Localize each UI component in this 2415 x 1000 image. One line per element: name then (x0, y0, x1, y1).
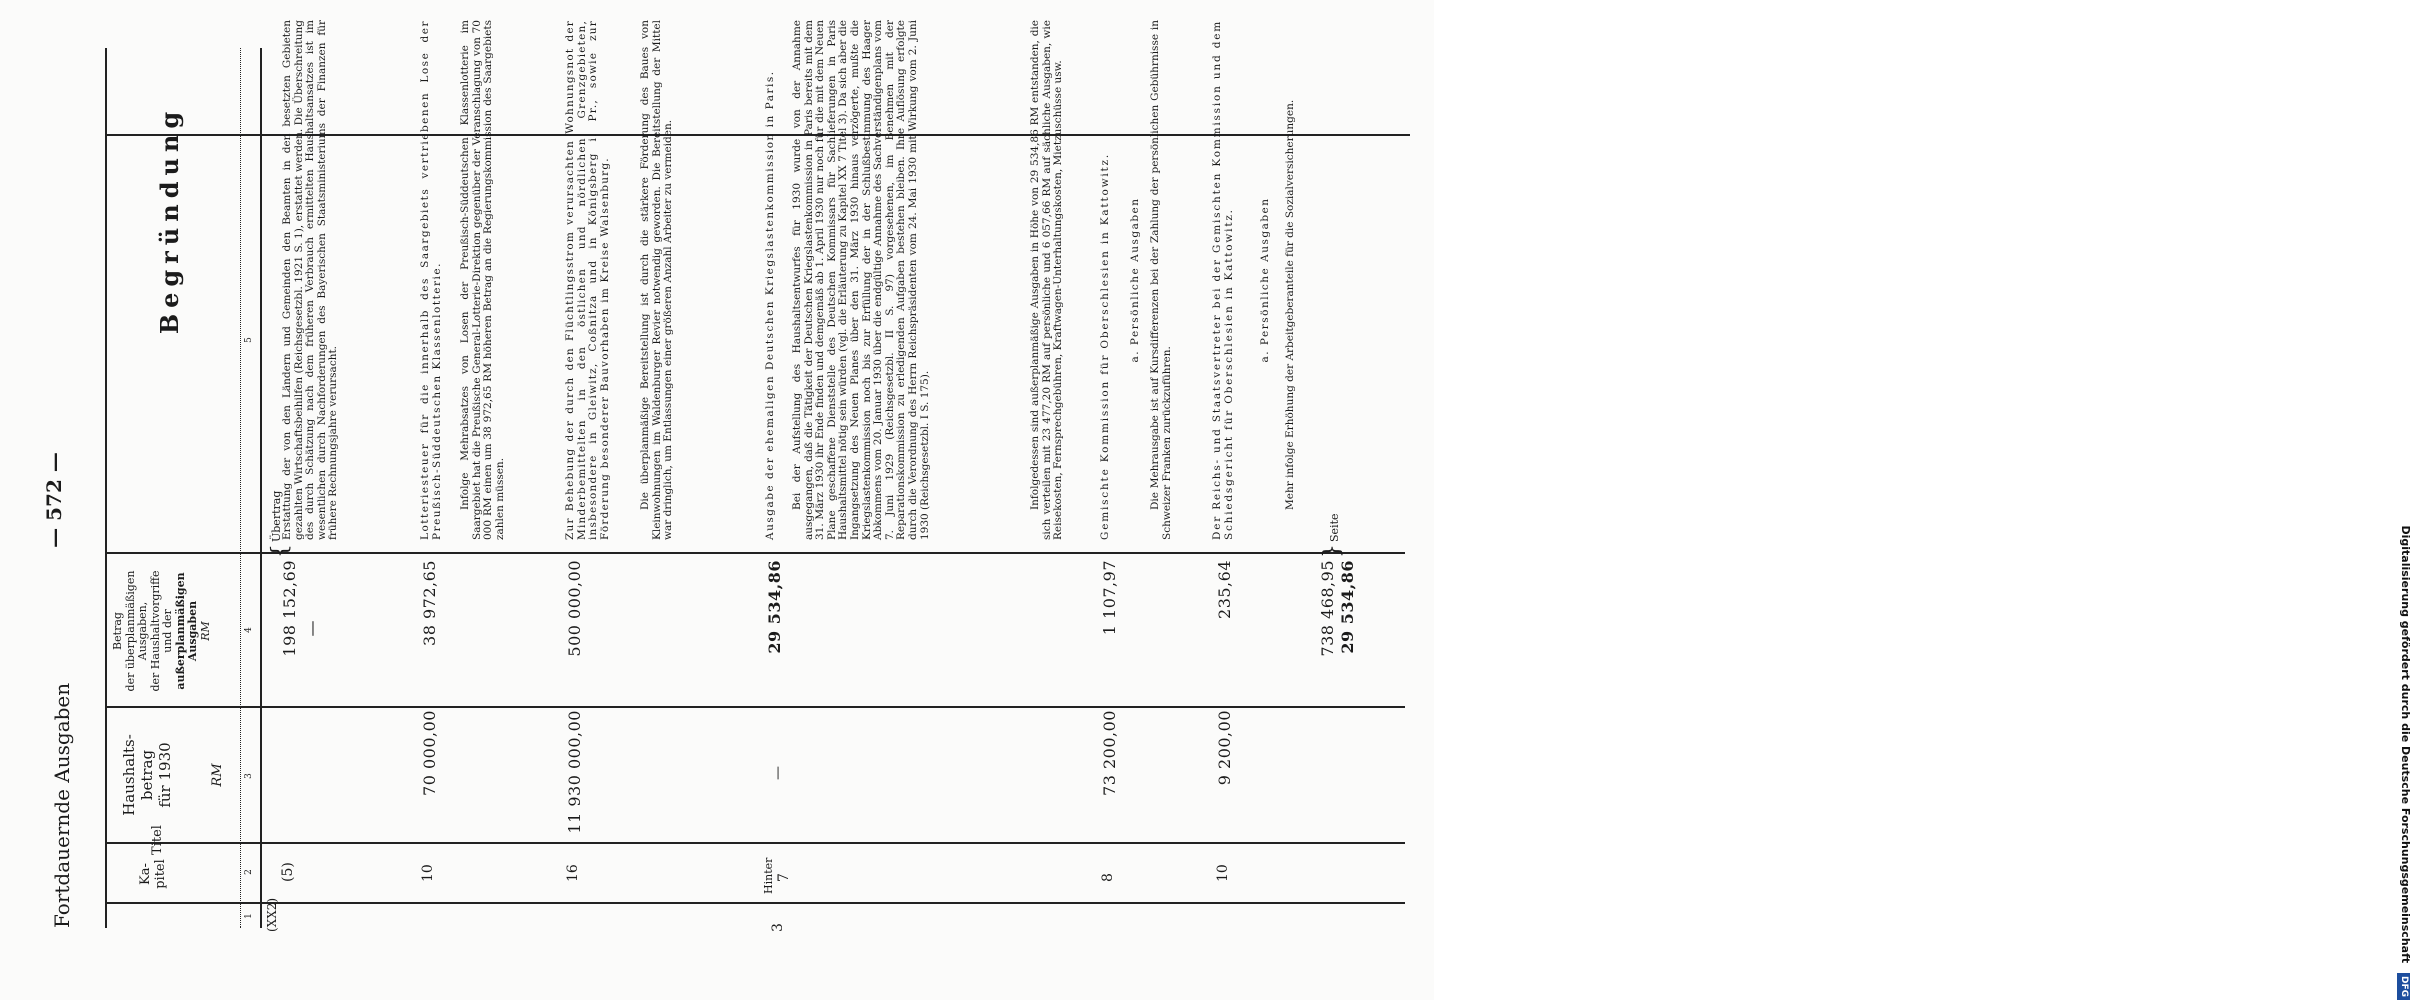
betrag-line: der Haushaltvorgriffe (148, 570, 162, 692)
row1-text: Erstattung der von den Ländern und Gemeinden den Beamten in den besetzten Gebieten gezahlten Wirtschaftsbeihilfen (Reichsgesetzbl. 1921 S. 1), erstattet werden. Die Überschreitung des durch Schätzung nach dem früheren Verbrauch ermittelten Haushaltsansatzes ist im wesentlichen durch Nachforderungen des Bayerischen Staatsministeriums der Finanzen für frühere Rechnungsjahre verursacht. (281, 20, 340, 540)
row2-titel: 10 (420, 864, 436, 882)
betrag-line: Ausgaben, (136, 601, 149, 661)
row4-heading: Ausgabe der ehemaligen Deutschen Kriegslastenkommission in Paris. (764, 70, 776, 540)
row5-haushalt: 73 200,00 (1100, 710, 1119, 796)
row5-sub: a. Persönliche Ausgaben (1129, 197, 1141, 363)
row6-text: Mehr infolge Erhöhung der Arbeitgeberanteile für die Sozialversicherungen. (1284, 99, 1296, 510)
dfg-credit-text: Digitalisierung gefördert durch die Deutsche Forschungsgemeinschaft (2399, 525, 2412, 964)
col-number-3: 3 (244, 773, 254, 779)
row3-text: Die überplanmäßige Bereitstellung ist durch die stärkere Förderung des Baues von Kleinwohnungen im Waldenburger Revier notwendig geworden. Die Bereitstellung der Mittel war dringlich, um Entlassungen einer größeren Anzahl Arbeiter zu vermeiden. (639, 20, 675, 540)
row4-kapitel: 3 (770, 923, 786, 932)
row5-text: Die Mehrausgabe ist auf Kursdifferenzen bei der Zahlung der persönlichen Gebührnisse in Schweizer Franken zurückzuführen. (1149, 20, 1173, 540)
row1-kapitel: (XX2) (265, 897, 279, 932)
row3-heading: Zur Behebung der durch den Flüchtlingsstrom verursachten Wohnungsnot der Minderbemittelten in den östlichen und nördlichen Grenzgebieten, insbesondere in Gleiwitz, Coßnitza und in Königsberg i. Pr., sowie zur Förderung besonderer Bauvorhaben im Kreise Walsenburg. (564, 20, 611, 540)
section-title: Fortdauernde Ausgaben (50, 682, 74, 928)
dfg-logo: DFG (2397, 973, 2410, 1000)
col-header-haushalt: Haushalts- betrag für 1930 (120, 734, 174, 816)
column-number-rule (240, 48, 241, 928)
brace: } (1320, 544, 1345, 558)
col-number-5: 5 (244, 337, 254, 343)
dfg-credit (2396, 0, 2415, 1000)
row3-haushalt: 11 930 000,00 (565, 710, 584, 834)
row3-betrag: 500 000,00 (565, 560, 584, 657)
col-number-1: 1 (244, 913, 254, 919)
col-header-titel: Titel (150, 825, 165, 855)
betrag-line: Betrag (111, 612, 124, 650)
col-header-begruendung: Begründung (155, 105, 184, 335)
row6-haushalt: 9 200,00 (1215, 710, 1234, 786)
row1-titel: (5) (280, 862, 296, 882)
row2-heading: Lotteriesteuer für die innerhalb des Saargebiets vertriebenen Lose der Preußisch-Süddeutschen Klassenlotterie. (419, 20, 443, 540)
dfg-sidebar (1415, 0, 2412, 1000)
total-sum-2: 29 534,86 (1338, 560, 1357, 654)
row5-betrag: 1 107,97 (1100, 560, 1119, 636)
col-number-2: 2 (244, 869, 254, 875)
col-header-betrag (112, 558, 212, 704)
betrag-line: Ausgaben (186, 600, 199, 662)
row4-titel-prefix: Hinter (762, 857, 775, 894)
col-divider-2 (105, 842, 1405, 844)
row1-betrag-dash: — (302, 620, 321, 637)
page-number: — 572 — (42, 452, 66, 548)
row4-titel: 7 (776, 873, 792, 882)
betrag-line: außerplanmäßigen (173, 572, 187, 690)
col-header-kapitel: Ka- pitel (138, 859, 168, 889)
col-number-4: 4 (244, 627, 254, 633)
row4-haushalt: — (770, 766, 786, 780)
total-sum-1: 738 468,95 (1318, 560, 1337, 657)
row6-titel: 10 (1215, 864, 1231, 882)
row2-betrag: 38 972,65 (420, 560, 439, 646)
col-divider-4 (105, 552, 1405, 554)
col-header-haushalt-unit: RM (210, 763, 225, 787)
brace: { (268, 544, 293, 558)
betrag-line: und der (161, 609, 174, 653)
col-header-betrag-unit: RM (198, 621, 212, 641)
row4-betrag: 29 534,86 (765, 560, 784, 654)
row5-heading: Gemischte Kommission für Oberschlesien in Kattowitz. (1099, 152, 1111, 540)
col-divider-1 (105, 902, 1405, 904)
row1-betrag: 198 152,69 (280, 560, 299, 657)
col-divider-3 (105, 706, 1405, 708)
row5-titel: 8 (1100, 873, 1116, 882)
row2-text: Infolge Mehrabsatzes von Losen der Preußisch-Süddeutschen Klassenlotterie im Saargebiet hat die Preußische General-Lotterie-Direktion gegenüber der Veranschlagung von 70 000 RM einen um 38 972,65 RM höheren Betrag an die Regierungskommission des Saargebiets zahlen müssen. (459, 20, 506, 540)
row6-sub: a. Persönliche Ausgaben (1259, 197, 1271, 363)
row6-betrag: 235,64 (1215, 560, 1234, 619)
row2-haushalt: 70 000,00 (420, 710, 439, 796)
table-header-rule (260, 48, 262, 928)
row4-text: Bei der Aufstellung des Haushaltsentwurfes für 1930 wurde von der Annahme ausgegangen, daß die Tätigkeit der Deutschen Kriegslastenkommission in Paris bereits mit dem 31. März 1930 ihr Ende finden und demgemäß ab 1. April 1930 nur noch für die mit dem Neuen Plane geschaffene Dienststelle des Deutschen Kommissars für Sachlieferungen in Paris Haushaltsmittel nötig sein würden (vgl. die Erläuterung zu Kapitel XX 7 Titel 3). Da sich aber die Ingangsetzung des Neuen Planes über den 31. März 1930 hinaus verzögerte, mußte die Kriegslastenkommission noch bis zur Erfüllung der in der Schlußbestimmung des Haager Abkommens vom 20. Januar 1930 über die endgültige Annahme des Sachverständigenplans vom 7. Juni 1929 (Reichsgesetzbl. II S. 97) vorgesehenen, im Benehmen mit der Reparationskommission zu erledigenden Aufgaben bestehen bleiben. Ihre Auflösung erfolgte durch die Verordnung des Herrn Reichspräsidenten vom 24. Mai 1930 mit Wirkung vom 2. Juni 1930 (Reichsgesetzbl. I S. 175). (791, 20, 931, 540)
totals-label: Seite (1328, 513, 1341, 542)
row6-heading: Der Reichs- und Staatsvertreter bei der Gemischten Kommission und dem Schiedsgericht für Oberschlesien in Kattowitz. (1211, 20, 1235, 540)
betrag-line: der überplanmäßigen (123, 570, 137, 692)
row1-uebertrag: Übertrag (270, 490, 283, 542)
row4-text2: Infolgedessen sind außerplanmäßige Ausgaben in Höhe von 29 534,86 RM entstanden, die sich verteilen mit 23 477,20 RM auf persönliche und 6 057,66 RM auf sächliche Ausgaben, wie Reisekosten, Fernsprechgebühren, Kraftwagen-Unterhaltungskosten, Mietzuschüsse usw. (1029, 20, 1065, 540)
table-top-rule (105, 48, 107, 928)
row3-titel: 16 (565, 864, 581, 882)
